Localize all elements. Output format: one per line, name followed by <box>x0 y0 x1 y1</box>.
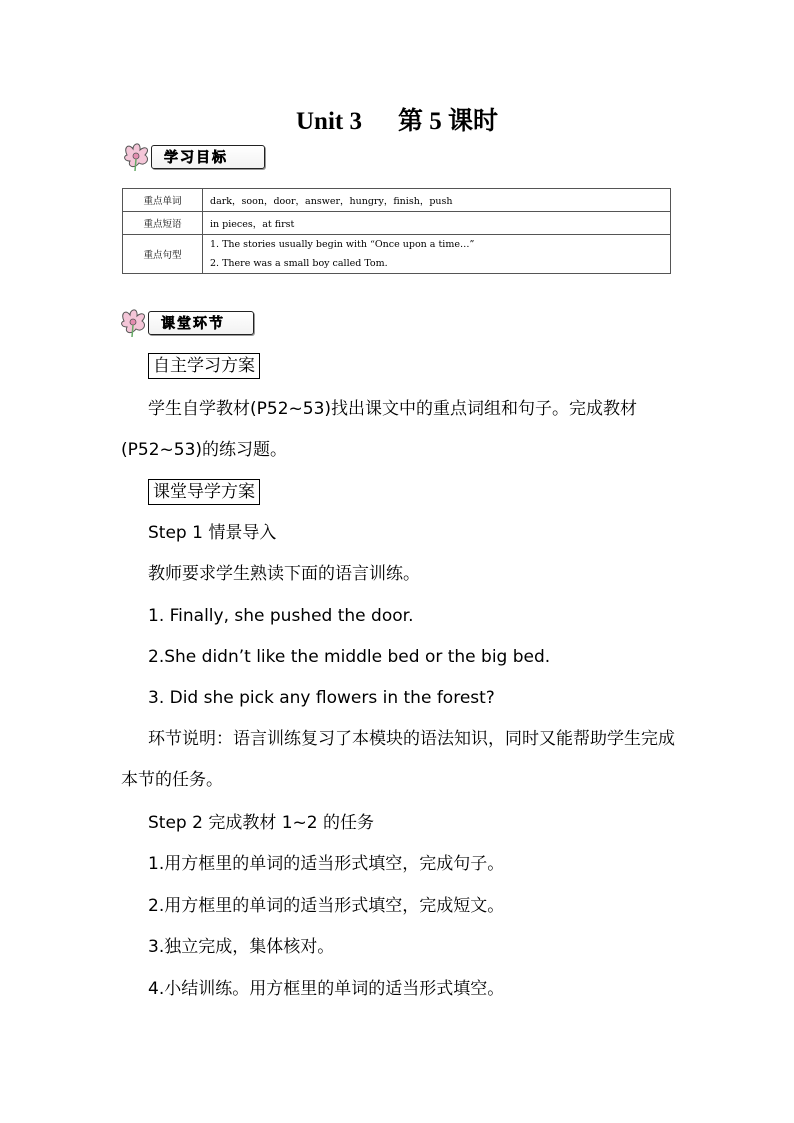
task-item-1: 1.用方框里的单词的适当形式填空，完成句子。 <box>148 854 505 874</box>
row-content-sentences <box>203 235 671 274</box>
practice-sentence-3: 3. Did she pick any flowers in the forest? <box>148 688 495 708</box>
step1-intro: 教师要求学生熟读下面的语言训练。 <box>148 564 420 584</box>
section-label-goals: 学习目标 <box>151 145 265 169</box>
section-badge-goals <box>121 141 265 173</box>
step1-heading: Step 1 情景导入 <box>148 523 277 543</box>
table-row <box>123 235 671 274</box>
unit-title: Unit 3 <box>296 108 362 135</box>
section-badge-class <box>118 307 254 339</box>
task-item-3: 3.独立完成，集体核对。 <box>148 937 335 957</box>
task-item-2: 2.用方框里的单词的适当形式填空，完成短文。 <box>148 896 505 916</box>
row-header-words: 重点单词 <box>123 189 203 212</box>
row-header-sentences: 重点句型 <box>123 235 203 274</box>
practice-sentence-2: 2.She didn’t like the middle bed or the big bed. <box>148 647 551 667</box>
sentence-pattern-1: 1. The stories usually begin with “Once upon a time…” <box>210 239 475 250</box>
self-study-text: 学生自学教材(P52~53)找出课文中的重点词组和句子。完成教材(P52~53)的练习题。 <box>121 399 638 460</box>
goals-table <box>122 188 671 274</box>
guided-heading: 课堂导学方案 <box>148 479 260 505</box>
row-content-words: dark，soon，door，answer，hungry，finish，push <box>203 189 671 212</box>
lesson-title: 第 5 课时 <box>397 108 498 135</box>
page-title <box>0 101 794 137</box>
table-row <box>123 189 671 212</box>
step-note: 环节说明：语言训练复习了本模块的语法知识，同时又能帮助学生完成本节的任务。 <box>121 729 675 790</box>
practice-sentence-1: 1. Finally, she pushed the door. <box>148 606 414 626</box>
table-row <box>123 212 671 235</box>
self-study-heading: 自主学习方案 <box>148 353 260 379</box>
task-item-4: 4.小结训练。用方框里的单词的适当形式填空。 <box>148 979 505 999</box>
row-header-phrases: 重点短语 <box>123 212 203 235</box>
row-content-phrases: in pieces，at first <box>203 212 671 235</box>
section-label-class: 课堂环节 <box>148 311 254 335</box>
step2-heading: Step 2 完成教材 1~2 的任务 <box>148 813 375 833</box>
sentence-pattern-2: 2. There was a small boy called Tom. <box>210 258 388 269</box>
